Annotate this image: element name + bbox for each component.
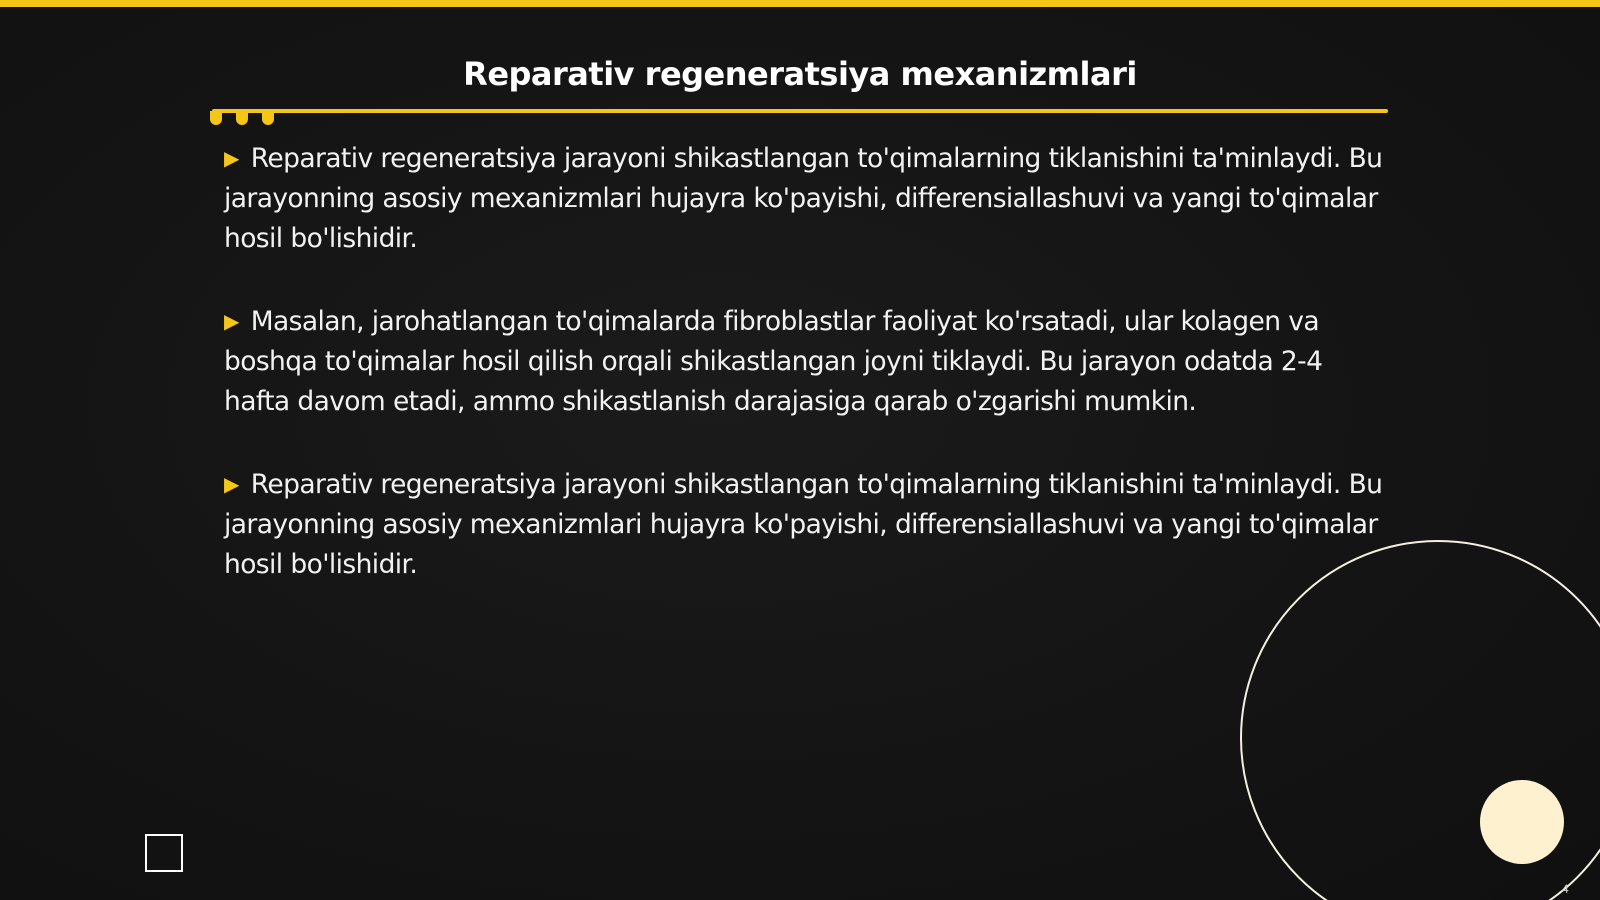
- decorative-filled-circle: [1480, 780, 1564, 864]
- page-number: 4: [1562, 882, 1569, 896]
- decorative-square: [145, 834, 183, 872]
- bullet-text: Reparativ regeneratsiya jarayoni shikastlangan to'qimalarning tiklanishini ta'minlaydi. Bu jarayonning asosiy mexanizmlari hujayra ko'payishi, differensiallashuvi va yangi to'qimalar hosil bo'lishidir.: [224, 469, 1383, 580]
- slide-title: Reparativ regeneratsiya mexanizmlari: [463, 55, 1137, 93]
- bullet-list: [224, 138, 1384, 627]
- bullet-item: [224, 301, 1384, 422]
- triangle-right-icon: ▶: [224, 146, 239, 170]
- title-underline: [212, 109, 1388, 113]
- decorative-dot: [210, 111, 222, 125]
- bullet-item: [224, 138, 1384, 259]
- triangle-right-icon: ▶: [224, 309, 239, 333]
- bullet-text: Masalan, jarohatlangan to'qimalarda fibroblastlar faoliyat ko'rsatadi, ular kolagen va boshqa to'qimalar hosil qilish orqali shikastlangan joyni tiklaydi. Bu jarayon odatda 2-4 hafta davom etadi, ammo shikastlanish darajasiga qarab o'zgarishi mumkin.: [224, 306, 1323, 417]
- decorative-dot: [236, 111, 248, 125]
- decorative-dot: [262, 111, 274, 125]
- triangle-right-icon: ▶: [224, 472, 239, 496]
- bullet-text: Reparativ regeneratsiya jarayoni shikastlangan to'qimalarning tiklanishini ta'minlaydi. Bu jarayonning asosiy mexanizmlari hujayra ko'payishi, differensiallashuvi va yangi to'qimalar hosil bo'lishidir.: [224, 143, 1383, 254]
- top-accent-bar: [0, 0, 1600, 7]
- bullet-item: [224, 464, 1384, 585]
